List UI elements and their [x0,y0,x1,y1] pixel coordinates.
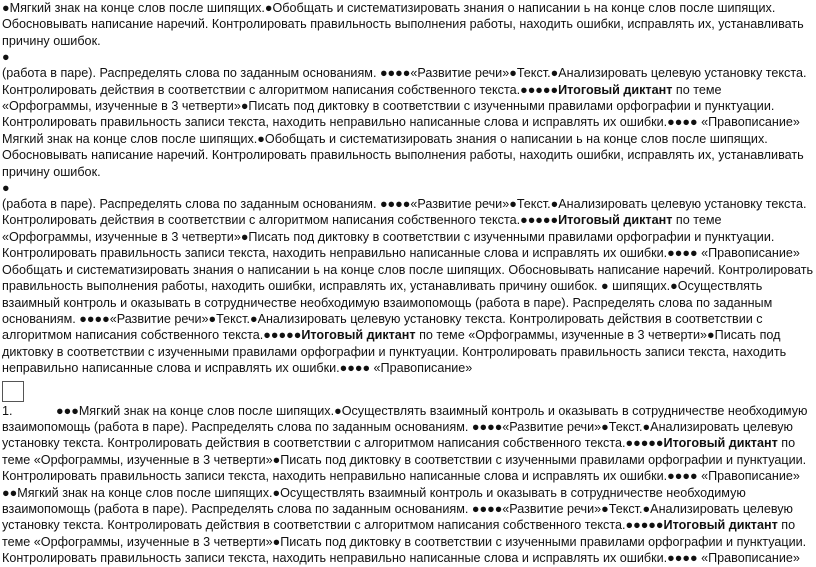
paragraph-2-cont [2,196,814,262]
list-item-text: ●●●Мягкий знак на конце слов после шипящих.●Осуществлять взаимный контроль и оказывать в сотрудничестве необходимую взаимопомощь (работа в паре). Распределять слова по заданным основаниям. ●●●●«Развитие речи»●Текст.●Анализировать целевую установку текста. Контролировать действия в соответствии с алгоритмом написания собственного текста.●●●●● [2,403,808,451]
final-dictation-label: Итоговый диктант [558,213,673,228]
paragraph-3-tail: по теме «Орфограммы, изученные в 3 четверти»●Писать под диктовку в соответствии с изученными правилами орфографии и пунктуации. Контролировать правильность записи текста, находить неправильно написанные слова и исправлять их ошибки.●●●● «Правописание» [2,328,787,376]
final-dictation-label: Итоговый диктант [663,518,778,533]
list-item-1 [2,403,814,485]
paragraph-1 [2,0,814,49]
paragraph-2-bullet [2,180,814,196]
paragraph-1-bullet [2,49,814,65]
paragraph-2-cont-text: (работа в паре). Распределять слова по заданным основаниям. ●●●●«Развитие речи»●Текст.●Анализировать целевую установку текста. Контролировать действия в соответствии с алгоритмом написания собственного текста.●●●●● [2,197,807,228]
paragraph-4-text: ●●Мягкий знак на конце слов после шипящих.●Осуществлять взаимный контроль и оказывать в сотрудничестве необходимую взаимопомощь (работа в паре). Распределять слова по заданным основаниям. ●●●●«Развитие речи»●Текст.●Анализировать целевую установку текста. Контролировать действия в соответствии с алгоритмом написания собственного текста.●●●●● [2,485,793,533]
document-body [2,0,814,567]
paragraph-4-tail: по теме «Орфограммы, изученные в 3 четверти»●Писать под диктовку в соответствии с изученными правилами орфографии и пунктуации. Контролировать правильность записи текста, находить неправильно написанные слова и исправлять их ошибки.●●●● «Правописание» [2,518,807,566]
bullet-mark: ● [2,50,10,65]
paragraph-2-text: Мягкий знак на конце слов после шипящих.●Обобщать и систематизировать знания о написании ь на конце слов после шипящих. Обосновывать написание наречий. Контролировать правильность выполнения работы, находить ошибки, исправлять их, устанавливать причину ошибок. [2,131,804,179]
paragraph-3-text: Обобщать и систематизировать знания о написании ь на конце слов после шипящих. Обосновывать написание наречий. Контролировать правильность выполнения работы, находить ошибки, исправлять их, устанавливать причину ошибок. ● шипящих.●Осуществлять взаимный контроль и оказывать в сотрудничестве необходимую взаимопомощь (работа в паре). Распределять слова по заданным основаниям. ●●●●«Развитие речи»●Текст.●Анализировать целевую установку текста. Контролировать действия в соответствии с алгоритмом написания собственного текста.●●●●● [2,262,814,343]
list-number: 1. [2,403,13,418]
final-dictation-label: Итоговый диктант [663,436,778,451]
paragraph-1-text: ●Мягкий знак на конце слов после шипящих.●Обобщать и систематизировать знания о написании ь на конце слов после шипящих. Обосновывать написание наречий. Контролировать правильность выполнения работы, находить ошибки, исправлять их, устанавливать причину ошибок. [2,1,804,48]
paragraph-2-cont-tail: по теме «Орфограммы, изученные в 3 четверти»●Писать под диктовку в соответствии с изученными правилами орфографии и пунктуации. Контролировать правильность записи текста, находить неправильно написанные слова и исправлять их ошибки.●●●● «Правописание» [2,213,800,261]
final-dictation-label: Итоговый диктант [558,82,673,97]
paragraph-1-cont [2,65,814,131]
paragraph-2 [2,131,814,180]
empty-checkbox[interactable] [2,381,24,402]
final-dictation-label: Итоговый диктант [301,328,416,343]
paragraph-3 [2,262,814,377]
empty-box-row [2,377,814,403]
paragraph-1-cont-tail: по теме «Орфограммы, изученные в 3 четверти»●Писать под диктовку в соответствии с изученными правилами орфографии и пунктуации. Контролировать правильность записи текста, находить неправильно написанные слова и исправлять их ошибки.●●●● «Правописание» [2,82,800,130]
list-item-tail: по теме «Орфограммы, изученные в 3 четверти»●Писать под диктовку в соответствии с изученными правилами орфографии и пунктуации. Контролировать правильность записи текста, находить неправильно написанные слова и исправлять их ошибки.●●●● «Правописание» [2,436,807,484]
paragraph-1-cont-text: (работа в паре). Распределять слова по заданным основаниям. ●●●●«Развитие речи»●Текст.●Анализировать целевую установку текста. Контролировать действия в соответствии с алгоритмом написания собственного текста.●●●●● [2,66,807,97]
bullet-mark: ● [2,181,10,196]
